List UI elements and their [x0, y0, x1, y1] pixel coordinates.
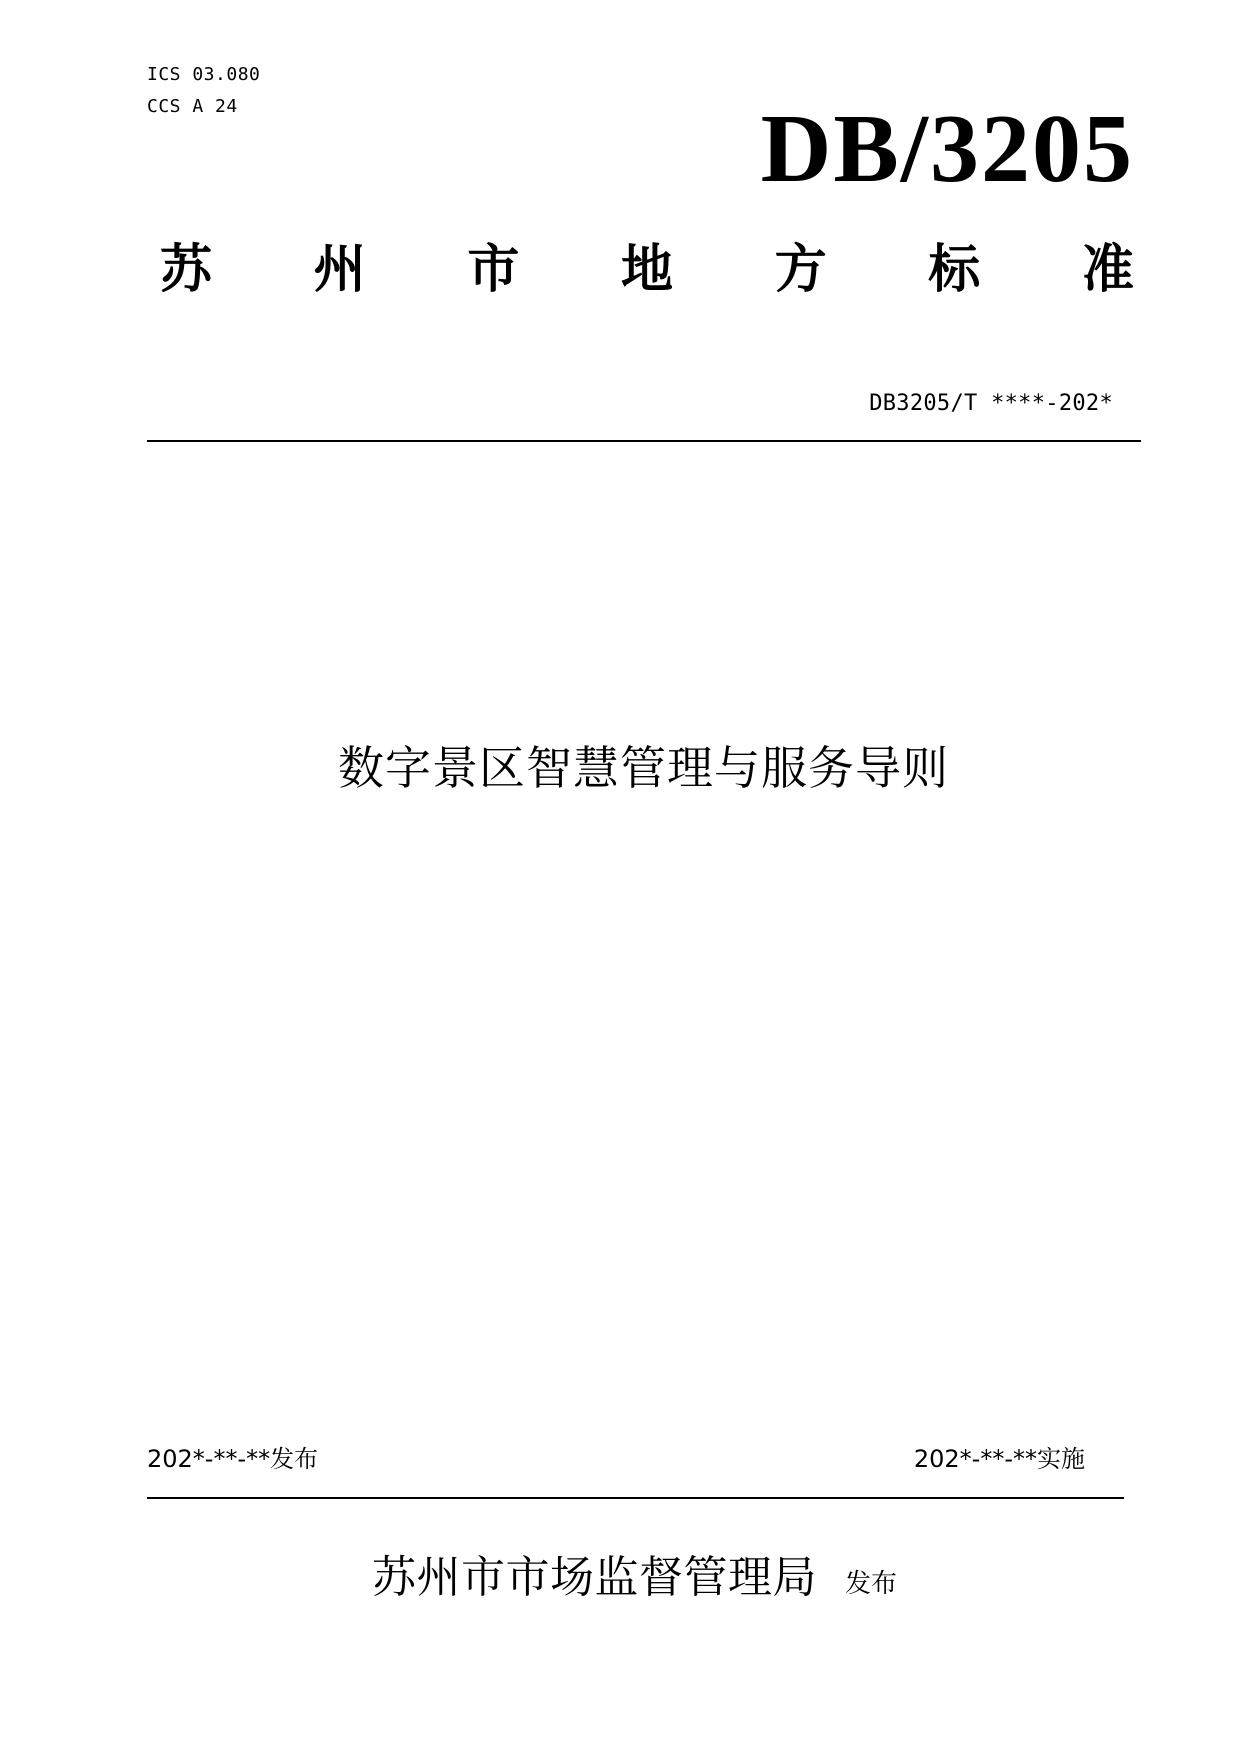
ics-code: ICS 03.080	[147, 64, 261, 85]
implement-date: 202*-**-**实施	[913, 1445, 1085, 1473]
standard-type-char: 准	[1081, 242, 1134, 299]
issuer-suffix: 发布	[845, 1569, 898, 1599]
standard-type-char: 市	[467, 242, 520, 299]
issuer-line	[372, 1551, 897, 1611]
bottom-divider	[147, 1497, 1124, 1499]
standard-type-char: 地	[620, 242, 673, 299]
document-title: 数字景区智慧管理与服务导则	[338, 741, 949, 795]
standard-type-char: 州	[313, 242, 366, 299]
standard-type-heading	[160, 241, 1134, 301]
publish-date: 202*-**-**发布	[147, 1445, 319, 1473]
ccs-code: CCS A 24	[147, 96, 238, 117]
db-logo: DB/3205	[760, 95, 1134, 203]
standard-type-char: 方	[774, 242, 827, 299]
standard-type-char: 苏	[160, 242, 213, 299]
issuer-name: 苏州市市场监督管理局	[372, 1552, 817, 1603]
standard-type-char: 标	[928, 242, 981, 299]
standard-code: DB3205/T ****-202*	[869, 391, 1113, 416]
top-divider	[147, 440, 1141, 442]
